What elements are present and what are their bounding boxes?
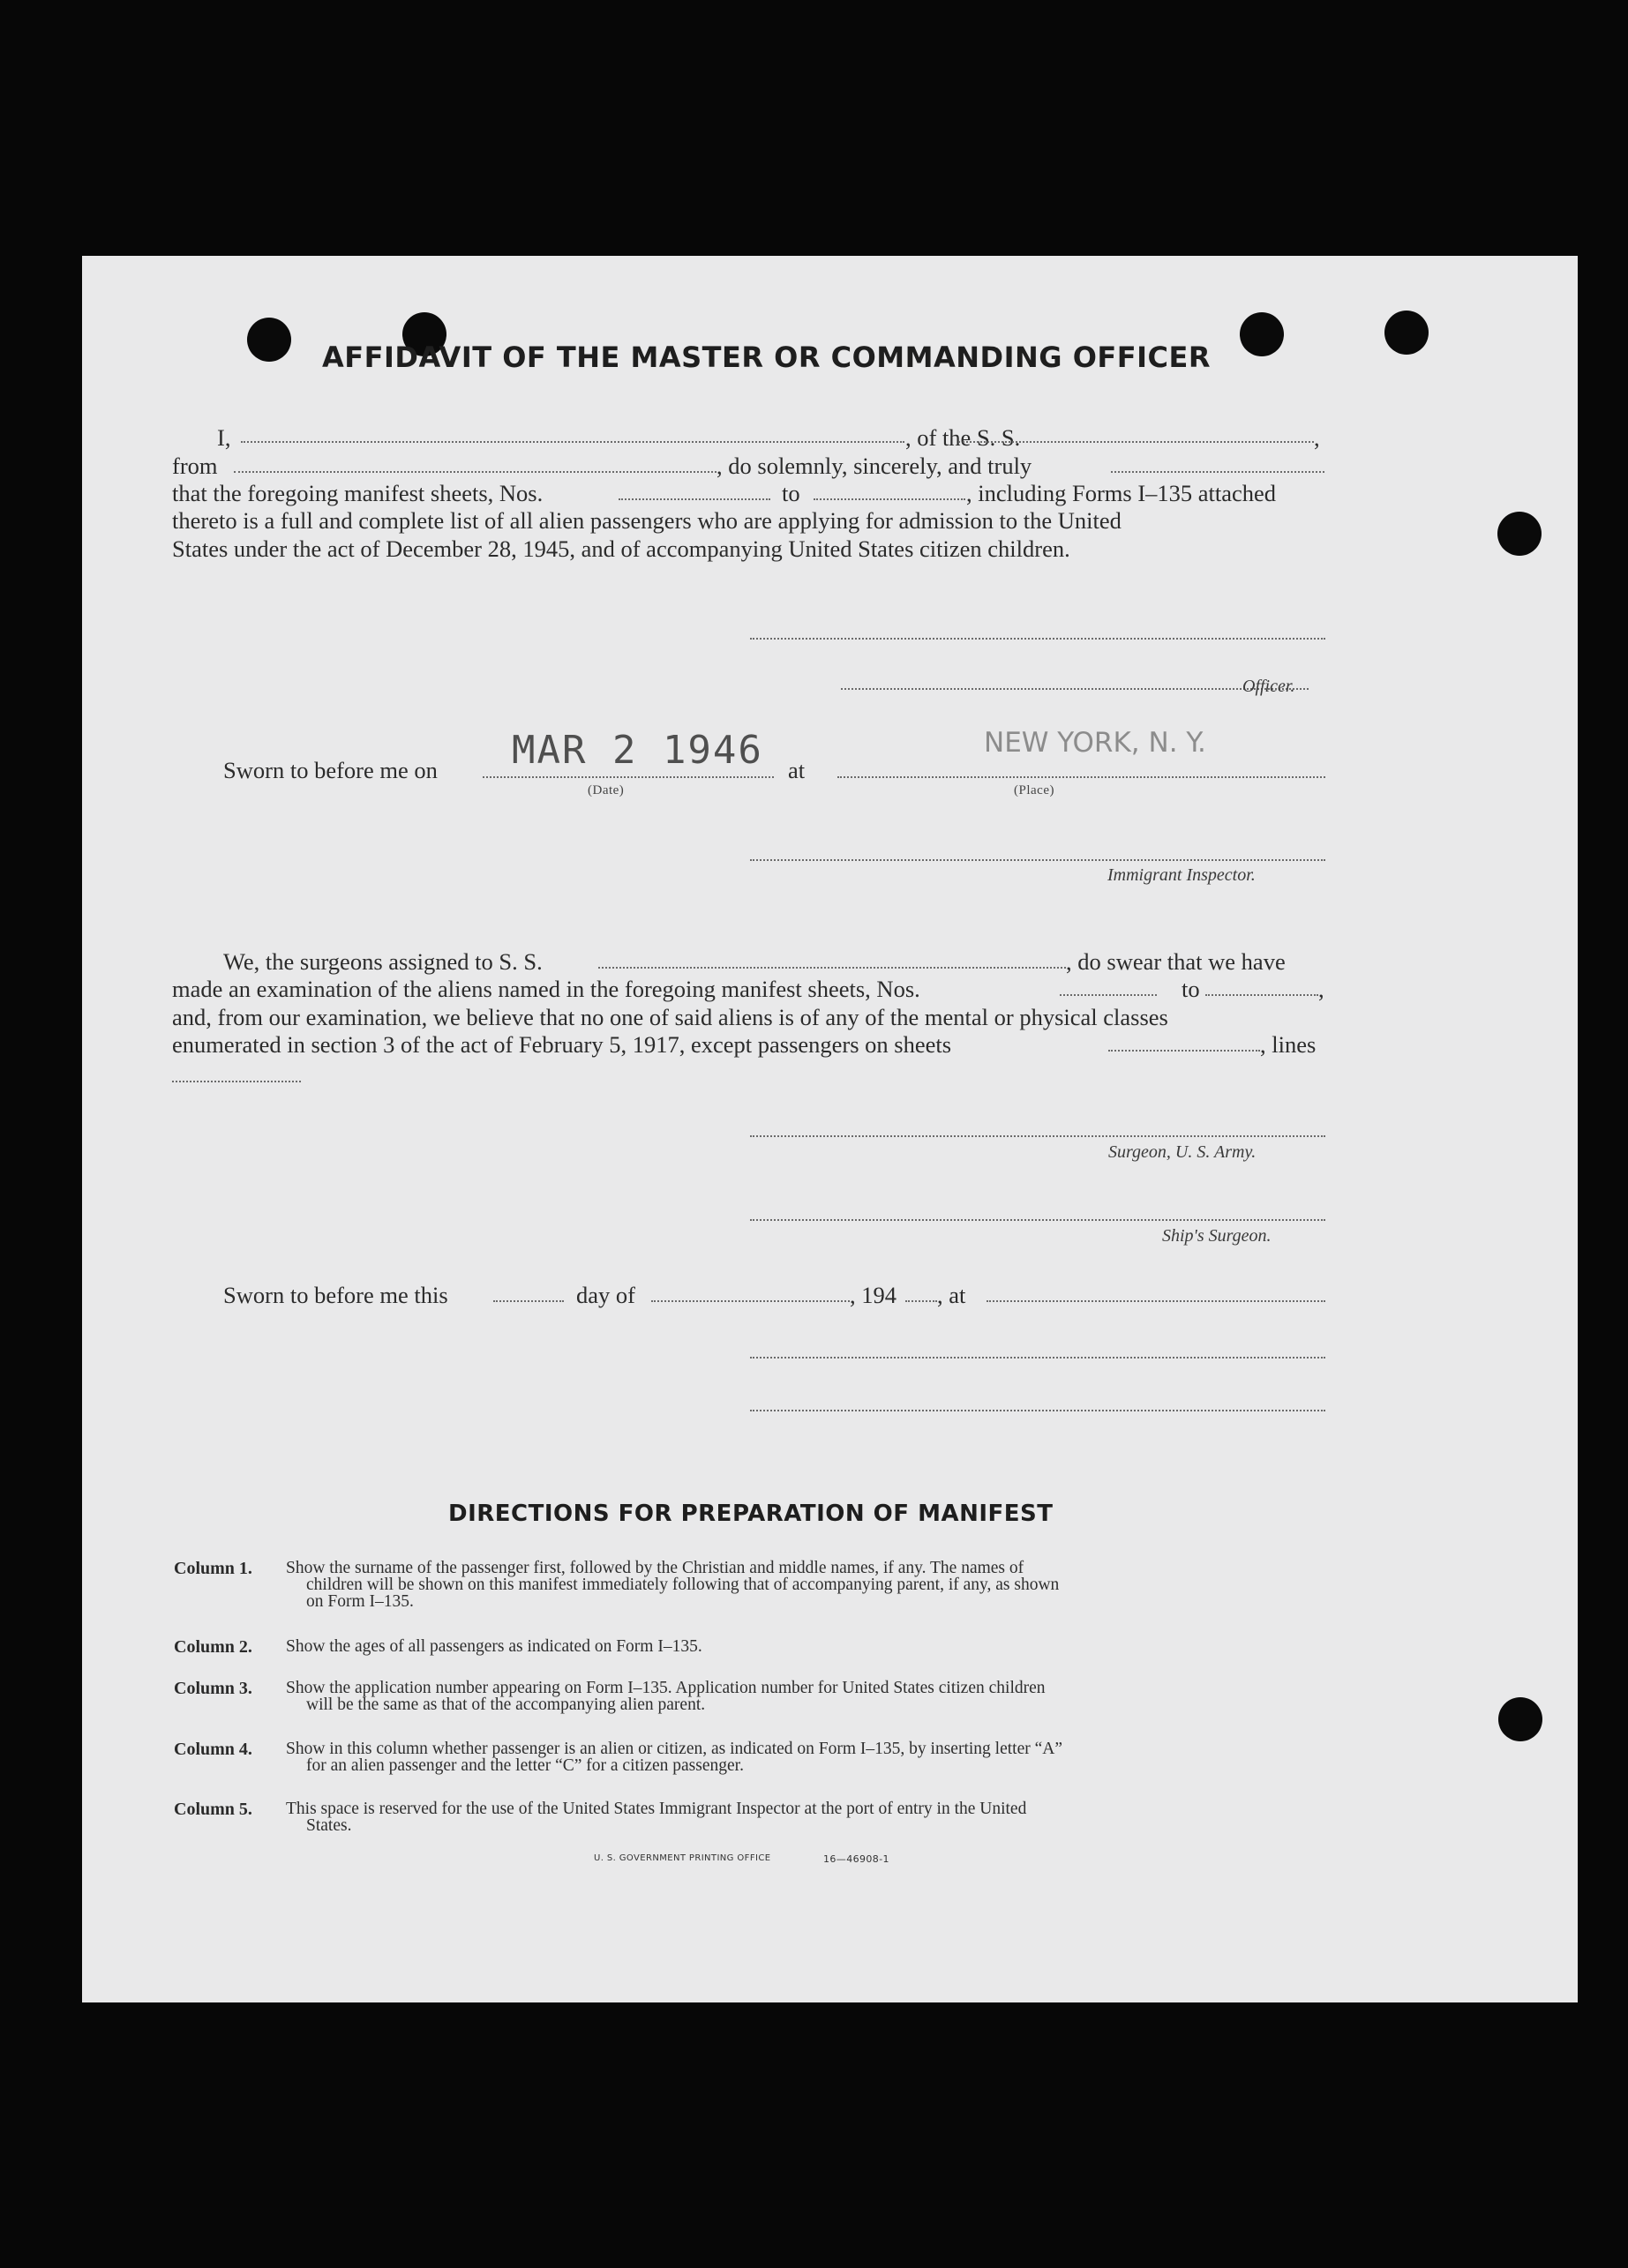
ship-surgeon-label: Ship's Surgeon. [1162,1226,1272,1246]
direction-text-line: Show the surname of the passenger first, followed by the Christian and middle names, if any. The names of [286,1559,1024,1577]
inspector-label: Immigrant Inspector. [1107,865,1256,885]
affidavit-line1-end: , [1314,424,1320,451]
surgeons-line1-end: , do swear that we have [1066,948,1286,975]
direction-text-line: children will be shown on this manifest immediately following that of accompanying parent, if any, as shown [306,1576,1060,1594]
directions-title: DIRECTIONS FOR PREPARATION OF MANIFEST [448,1501,1054,1527]
direction-column-label: Column 3. [174,1679,252,1698]
direction-column-label: Column 1. [174,1559,252,1578]
sworn-date-stamp: MAR 2 1946 [512,728,763,773]
surgeons-line4-start: enumerated in section 3 of the act of February 5, 1917, except passengers on sheets [172,1031,952,1058]
form-number: 16—46908-1 [823,1853,889,1865]
direction-text-line: on Form I–135. [306,1592,414,1611]
surgeons-line4-end: , lines [1260,1031,1317,1058]
surgeons-line2-to: to [1182,976,1200,1002]
affidavit-line5: States under the act of December 28, 1945, and of accompanying United States citizen children. [172,535,1070,562]
affidavit-line1-start: I, [217,424,231,451]
direction-text-line: for an alien passenger and the letter “C” for a citizen passenger. [306,1756,744,1775]
direction-text-line: Show the ages of all passengers as indicated on Form I–135. [286,1637,702,1656]
affidavit-line4: thereto is a full and complete list of all alien passengers who are applying for admission to the United [172,507,1122,534]
affidavit-line2-start: from [172,453,218,479]
surgeons-line3: and, from our examination, we believe that no one of said aliens is of any of the mental or physical classes [172,1004,1168,1030]
place-caption: (Place) [1014,783,1054,797]
affidavit-line3-start: that the foregoing manifest sheets, Nos. [172,480,544,506]
surgeons-line2-end: , [1318,976,1324,1002]
direction-column-label: Column 5. [174,1800,252,1819]
printer-imprint: U. S. GOVERNMENT PRINTING OFFICE [594,1853,771,1863]
affidavit-title: AFFIDAVIT OF THE MASTER OR COMMANDING OFFICER [322,341,1211,374]
sworn-place-stamp: NEW YORK, N. Y. [984,727,1206,759]
sworn-at-label-2: , at [937,1282,966,1308]
sworn-day-of-label: day of [576,1282,635,1308]
direction-text-line: Show the application number appearing on Form I–135. Application number for United States citizen children [286,1679,1046,1697]
affidavit-line1-mid: , of the S. S. [905,424,1021,451]
direction-text-line: States. [306,1816,352,1835]
form-page [82,256,1578,2002]
sworn-at-label: at [788,757,806,783]
affidavit-line2-end: , do solemnly, sincerely, and truly [716,453,1032,479]
sworn-year-label: , 194 [850,1282,897,1308]
direction-column-label: Column 4. [174,1740,252,1759]
direction-column-label: Column 2. [174,1637,252,1657]
direction-text-line: This space is reserved for the use of the United States Immigrant Inspector at the port of entry in the United [286,1800,1027,1818]
affidavit-line3-to: to [782,480,800,506]
directions-list [82,256,1578,2002]
surgeons-line1-start: We, the surgeons assigned to S. S. [223,948,543,975]
sworn-this-label: Sworn to before me this [223,1282,448,1308]
date-caption: (Date) [588,783,625,797]
affidavit-line3-end: , including Forms I–135 attached [966,480,1277,506]
surgeons-line2-start: made an examination of the aliens named in the foregoing manifest sheets, Nos. [172,976,920,1002]
direction-text-line: Show in this column whether passenger is an alien or citizen, as indicated on Form I–135, by inserting letter “A” [286,1740,1062,1758]
sworn-on-label: Sworn to before me on [223,757,438,783]
officer-label: Officer. [1242,677,1295,696]
direction-text-line: will be the same as that of the accompanying alien parent. [306,1695,706,1714]
army-surgeon-label: Surgeon, U. S. Army. [1108,1142,1257,1162]
